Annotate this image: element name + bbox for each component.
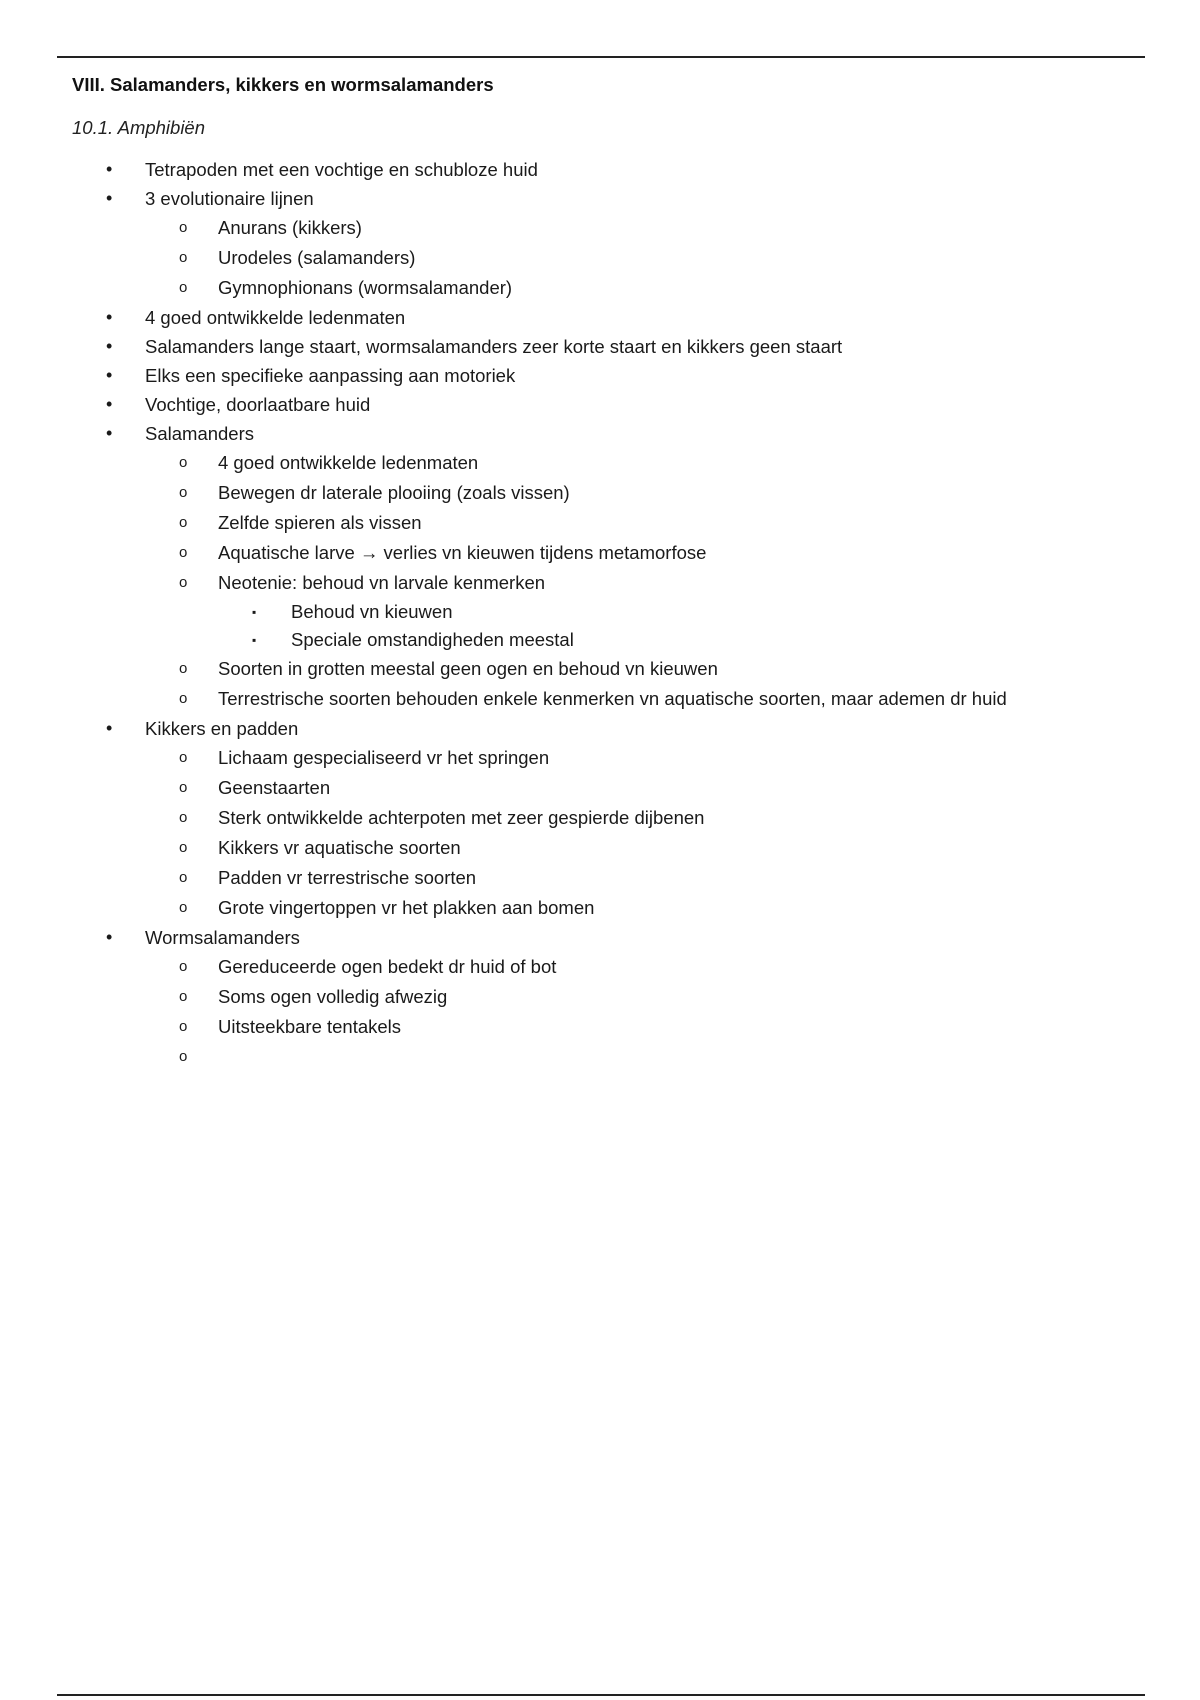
list-item [145,773,1132,803]
list-item [72,303,1132,332]
list-item [72,390,1132,419]
list-item [145,803,1132,833]
list-item [145,982,1132,1012]
circle-marker: o [179,219,188,236]
main-bullet-list [72,155,1132,1065]
list-item-text: Zelfde spieren als vissen [218,512,422,533]
list-item-text: Neotenie: behoud vn larvale kenmerken [218,572,546,593]
circle-marker: o [179,690,188,707]
list-item [145,273,1132,303]
circle-marker: o [179,454,188,471]
circle-marker: o [179,869,188,886]
list-item-text: Lichaam gespecialiseerd vr het springen [218,747,550,768]
list-item [145,448,1132,478]
list-item-text: Gymnophionans (wormsalamander) [218,277,513,298]
list-item-text: Terrestrische soorten behouden enkele kenmerken vn aquatische soorten, maar ademen dr huid [218,688,1007,709]
list-item-text: Tetrapoden met een vochtige en schubloze huid [145,159,538,180]
list-item [72,923,1132,1065]
list-item-text: 4 goed ontwikkelde ledenmaten [145,307,406,328]
bullet-marker: • [106,188,113,208]
square-marker: ▪ [252,605,257,619]
list-item-text: Uitsteekbare tentakels [218,1016,402,1037]
list-item [72,332,1132,361]
list-item [145,213,1132,243]
list-item [145,478,1132,508]
list-item-text: Salamanders [145,423,255,444]
square-marker: ▪ [252,633,257,647]
list-item [145,508,1132,538]
list-item [72,361,1132,390]
circle-marker: o [179,899,188,916]
bullet-marker: • [106,336,113,356]
bullet-marker: • [106,159,113,179]
circle-marker: o [179,839,188,856]
bullet-marker: • [106,365,113,385]
bullet-marker: • [106,927,113,947]
list-item-text: Salamanders lange staart, wormsalamanders zeer korte staart en kikkers geen staart [145,336,843,357]
circle-marker: o [179,988,188,1005]
list-item-text: 4 goed ontwikkelde ledenmaten [218,452,479,473]
list-item [145,863,1132,893]
sub-sub-list [218,598,1132,654]
list-item-text: Elks een specifieke aanpassing aan motoriek [145,365,516,386]
list-item-text: Grote vingertoppen vr het plakken aan bomen [218,897,595,918]
bullet-marker: • [106,423,113,443]
list-item-text: Soorten in grotten meestal geen ogen en behoud vn kieuwen [218,658,718,679]
list-item-text: Speciale omstandigheden meestal [291,629,574,650]
bullet-marker: • [106,307,113,327]
list-item [145,1012,1132,1042]
circle-marker: o [179,544,188,561]
circle-marker: o [179,484,188,501]
list-item-text: 3 evolutionaire lijnen [145,188,314,209]
list-item-text: Vochtige, doorlaatbare huid [145,394,371,415]
list-item [218,598,1132,626]
list-item [145,243,1132,273]
document-content [72,72,1132,1065]
list-item-text: Wormsalamanders [145,927,300,948]
bottom-rule [57,1694,1145,1696]
list-item [145,833,1132,863]
list-item-text: Anurans (kikkers) [218,217,362,238]
bullet-marker: • [106,718,113,738]
top-rule [57,56,1145,58]
circle-marker: o [179,660,188,677]
list-item [72,714,1132,923]
list-item-text: Kikkers en padden [145,718,299,739]
list-item [145,654,1132,684]
sub-list [145,952,1132,1065]
circle-marker: o [179,779,188,796]
circle-marker: o [179,514,188,531]
bullet-marker: • [106,394,113,414]
circle-marker: o [179,958,188,975]
list-item-text: Urodeles (salamanders) [218,247,416,268]
list-item [72,155,1132,184]
circle-marker: o [179,1018,188,1035]
circle-marker: o [179,574,188,591]
circle-marker: o [179,809,188,826]
list-item [145,684,1132,714]
circle-marker: o [179,279,188,296]
list-item-text: Gereduceerde ogen bedekt dr huid of bot [218,956,557,977]
list-item-text: Sterk ontwikkelde achterpoten met zeer gespierde dijbenen [218,807,705,828]
list-item [145,893,1132,923]
list-item-text: Soms ogen volledig afwezig [218,986,448,1007]
list-item [72,419,1132,714]
circle-marker: o [179,749,188,766]
section-subheading: 10.1. Amphibiën [72,117,206,138]
sub-list [145,213,1132,303]
list-item [145,952,1132,982]
list-item-text: Bewegen dr laterale plooiing (zoals vissen) [218,482,570,503]
list-item [218,626,1132,654]
list-item [72,184,1132,303]
list-item [145,743,1132,773]
sub-list [145,448,1132,714]
list-item-text: Geenstaarten [218,777,331,798]
list-item-text: Padden vr terrestrische soorten [218,867,477,888]
sub-list [145,743,1132,923]
list-item-text: Kikkers vr aquatische soorten [218,837,461,858]
list-item [145,568,1132,654]
list-item-text: Behoud vn kieuwen [291,601,453,622]
circle-marker: o [179,1048,188,1065]
circle-marker: o [179,249,188,266]
list-item [145,538,1132,568]
list-item-text: Aquatische larve → verlies vn kieuwen tijdens metamorfose [218,542,707,563]
chapter-heading: VIII. Salamanders, kikkers en wormsalamanders [72,74,494,95]
